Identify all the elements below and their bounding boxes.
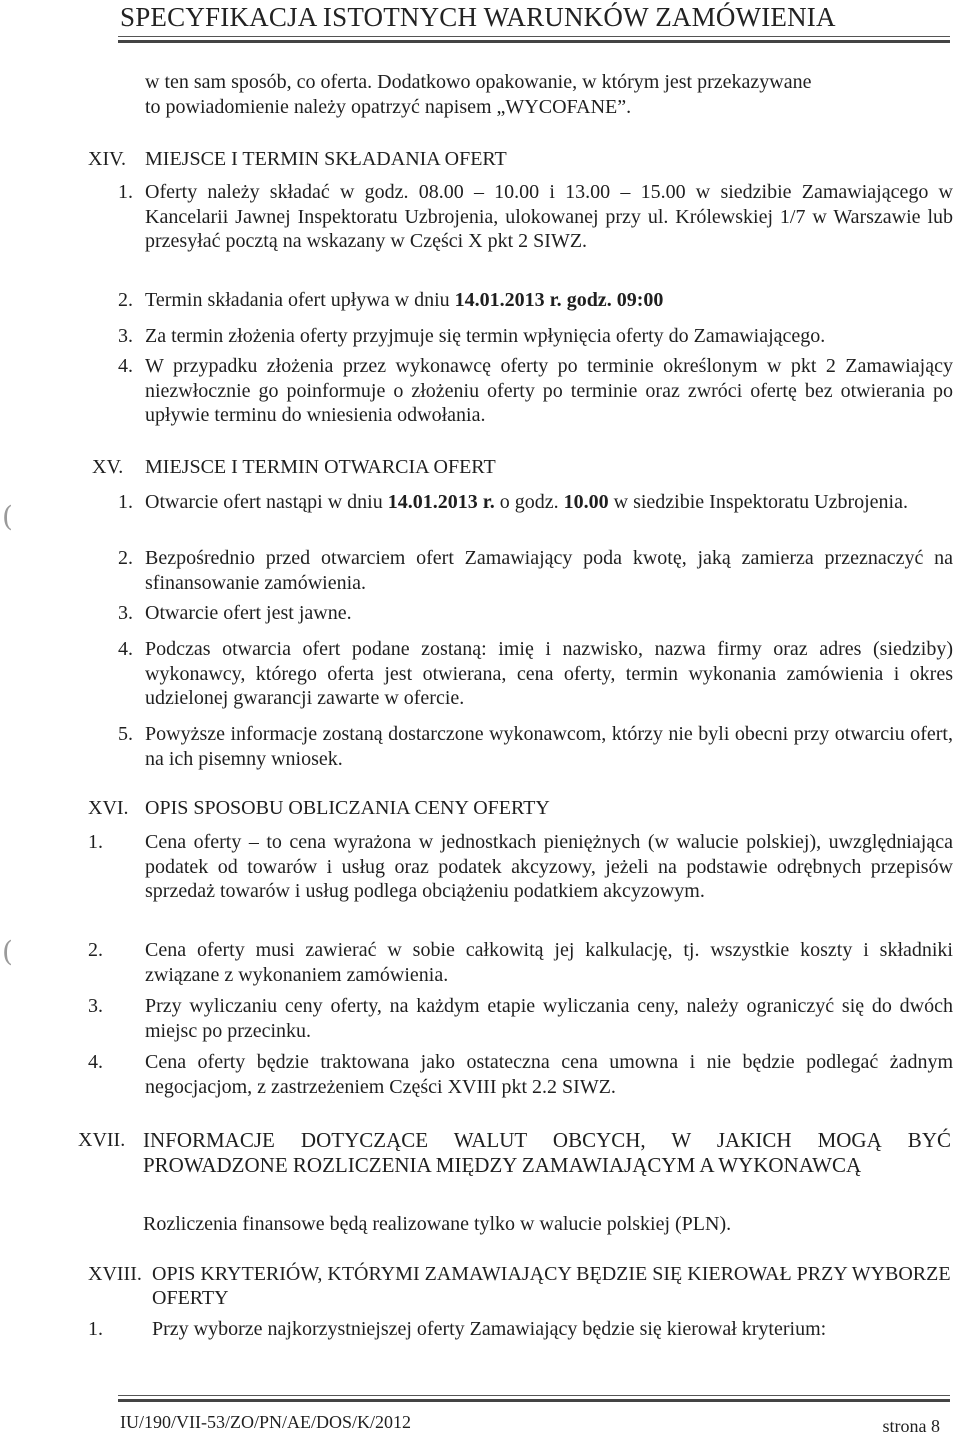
sec16-item-4-number: 4. (88, 1051, 103, 1073)
section-17-text: Rozliczenia finansowe będą realizowane tylko w walucie polskiej (PLN). (143, 1213, 732, 1235)
section-18-number: XVIII. (88, 1263, 142, 1285)
sec14-item-3-text: Za termin złożenia oferty przyjmuje się termin wpłynięcia oferty do Zamawiającego. (145, 325, 826, 347)
footer-rule (118, 1395, 950, 1396)
sec14-item-1-text: Oferty należy składać w godz. 08.00 – 10.00 i 13.00 – 15.00 w siedzibie Zamawiającego w Kancelarii Jawnej Inspektoratu Uzbrojenia, ulokowanej przy ul. Królewskiej 1/7 w Warszawie lub przesyłać pocztą na wskazany w Części X pkt 2 SIWZ. (145, 181, 953, 252)
sec15-item-3-number: 3. (118, 602, 133, 624)
sec14-item-4-text: W przypadku złożenia przez wykonawcę oferty po terminie określonym w pkt 2 Zamawiający niezwłocznie go poinformuje o złożeniu oferty po terminie oraz zwróci ofertę bez otwierania po upływie terminu do wniesienia odwołania. (145, 355, 953, 426)
sec16-item-3-text: Przy wyliczaniu ceny oferty, na każdym etapie wyliczania ceny, należy ograniczyć się do dwóch miejsc po przecinku. (145, 995, 953, 1042)
section-18-title: OPIS KRYTERIÓW, KTÓRYMI ZAMAWIAJĄCY BĘDZIE SIĘ KIEROWAŁ PRZY WYBORZE OFERTY (152, 1263, 951, 1309)
sec14-deadline-date: 14.01.2013 r. (454, 289, 562, 311)
sec15-item-4-number: 4. (118, 638, 133, 660)
sec15-item-2-number: 2. (118, 547, 133, 569)
scan-edge-mark: ( (2, 935, 13, 968)
sec15-item-1-text: Otwarcie ofert nastąpi w dniu 14.01.2013 r. o godz. 10.00 w siedzibie Inspektoratu Uzbrojenia. (145, 491, 908, 513)
section-16-number: XVI. (88, 797, 129, 819)
section-15-number: XV. (92, 456, 124, 478)
sec15-opening-time: 10.00 (563, 491, 609, 513)
section-16-title: OPIS SPOSOBU OBLICZANIA CENY OFERTY (145, 797, 550, 819)
page-header-title: SPECYFIKACJA ISTOTNYCH WARUNKÓW ZAMÓWIENIA (120, 2, 836, 32)
header-rule (118, 36, 950, 37)
intro-line-2: to powiadomienie należy opatrzyć napisem „WYCOFANE”. (145, 96, 632, 118)
section-14-number: XIV. (88, 148, 126, 170)
sec15-item-5-text: Powyższe informacje zostaną dostarczone wykonawcom, którzy nie byli obecni przy otwarciu ofert, na ich pisemny wniosek. (145, 723, 953, 770)
sec14-item-3-number: 3. (118, 325, 133, 347)
sec15-item-2-text: Bezpośrednio przed otwarciem ofert Zamawiający poda kwotę, jaką zamierza przeznaczyć na sfinansowanie zamówienia. (145, 547, 953, 594)
sec15-item-1-number: 1. (118, 491, 133, 513)
header-rule-thick (118, 40, 950, 43)
section-14-title: MIEJSCE I TERMIN SKŁADANIA OFERT (145, 148, 507, 170)
section-15-title: MIEJSCE I TERMIN OTWARCIA OFERT (145, 456, 496, 478)
sec14-deadline-time: godz. 09:00 (566, 289, 664, 311)
sec15-item-4-text: Podczas otwarcia ofert podane zostaną: imię i nazwisko, nazwa firmy oraz adres (siedziby) wykonawcy, którego oferta jest otwierana, cena oferty, termin wykonania zamówienia i okres udzielonej gwarancji zawarte w ofercie. (145, 638, 953, 709)
footer-reference-number: IU/190/VII-53/ZO/PN/AE/DOS/K/2012 (120, 1412, 411, 1432)
section-17-number: XVII. (78, 1129, 126, 1151)
intro-line-1: w ten sam sposób, co oferta. Dodatkowo opakowanie, w którym jest przekazywane (145, 71, 812, 93)
section-17-title: INFORMACJE DOTYCZĄCE WALUT OBCYCH, W JAKICH MOGĄ BYĆ PROWADZONE ROZLICZENIA MIĘDZY ZAMAWIAJĄCYM A WYKONAWCĄ (143, 1128, 951, 1177)
sec16-item-2-number: 2. (88, 939, 103, 961)
sec14-item-1-number: 1. (118, 181, 133, 203)
sec16-item-1-number: 1. (88, 831, 103, 853)
sec14-item-2-text: Termin składania ofert upływa w dniu 14.01.2013 r. godz. 09:00 (145, 289, 664, 311)
sec16-item-1-text: Cena oferty – to cena wyrażona w jednostkach pieniężnych (w walucie polskiej), uwzględniająca podatek od towarów i usług oraz podatek akcyzowy, jeżeli na podstawie odrębnych przepisów sprzedaż towarów i usług podlega obciążeniu podatkiem akcyzowym. (145, 831, 953, 902)
sec18-item-1-text: Przy wyborze najkorzystniejszej oferty Zamawiający będzie się kierował kryterium: (152, 1318, 827, 1340)
sec15-opening-date: 14.01.2013 r. (387, 491, 495, 513)
sec14-item-2-number: 2. (118, 289, 133, 311)
sec16-item-3-number: 3. (88, 995, 103, 1017)
sec15-item-5-number: 5. (118, 723, 133, 745)
sec16-item-2-text: Cena oferty musi zawierać w sobie całkowitą jej kalkulację, tj. wszystkie koszty i składniki związane z wykonaniem zamówienia. (145, 939, 953, 986)
footer-rule-thick (118, 1399, 950, 1402)
sec15-item-3-text: Otwarcie ofert jest jawne. (145, 602, 352, 624)
sec16-item-4-text: Cena oferty będzie traktowana jako ostateczna cena umowna i nie będzie podlegać żadnym negocjacjom, z zastrzeżeniem Części XVIII pkt 2.2 SIWZ. (145, 1051, 953, 1098)
footer-page-number: strona 8 (882, 1416, 940, 1436)
sec18-item-1-number: 1. (88, 1318, 103, 1340)
sec14-item-4-number: 4. (118, 355, 133, 377)
scan-edge-mark: ( (2, 500, 13, 533)
